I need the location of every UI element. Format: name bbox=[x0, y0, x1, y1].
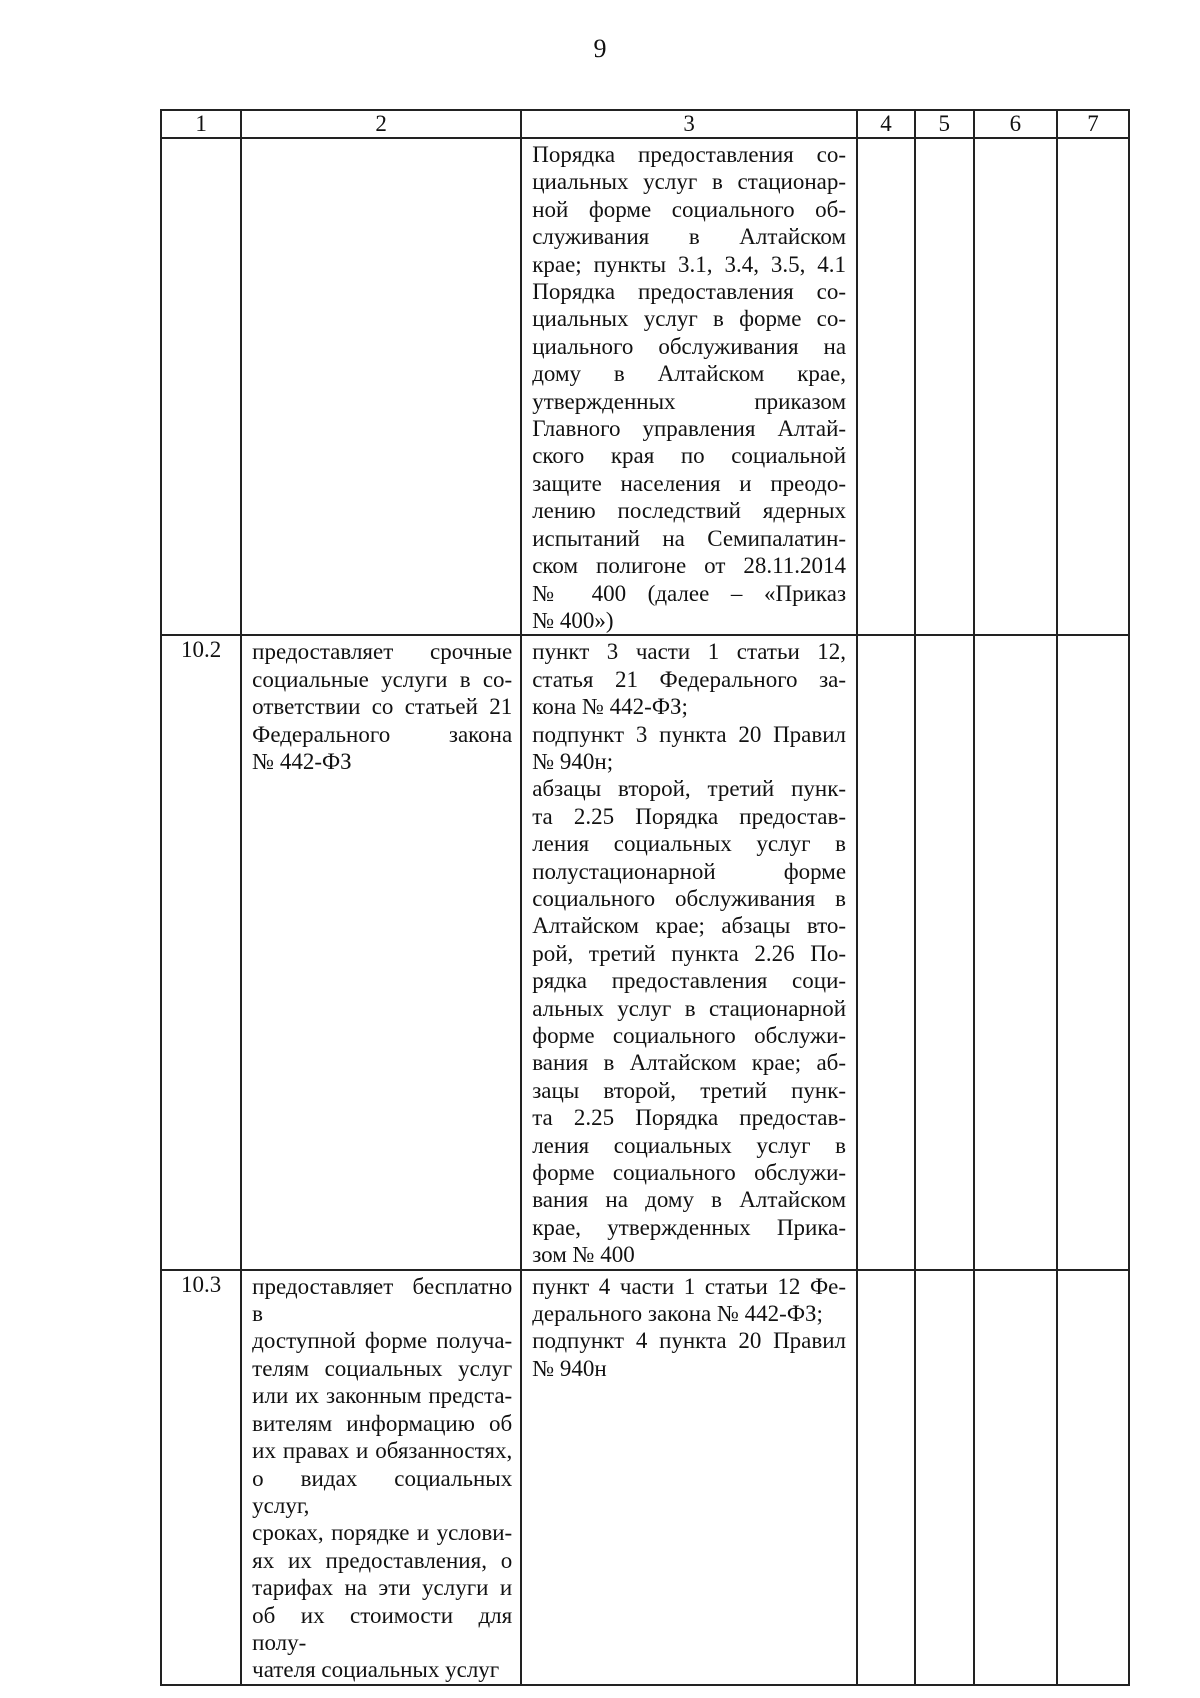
text-line: та 2.25 Порядка предостав- bbox=[532, 803, 847, 829]
column-header-7: 7 bbox=[1057, 110, 1129, 138]
empty-cell-col-6 bbox=[974, 138, 1057, 635]
text-line: испытаний на Семипалатин- bbox=[532, 525, 847, 551]
column-header-6: 6 bbox=[974, 110, 1057, 138]
text-line: дому в Алтайском крае, bbox=[532, 361, 847, 387]
empty-cell-col-7 bbox=[1057, 1270, 1129, 1685]
legal-basis-cell-text bbox=[522, 139, 856, 634]
text-line: вителям информацию об bbox=[252, 1410, 513, 1436]
text-line: абзацы второй, третий пунк- bbox=[532, 776, 847, 802]
empty-cell-col-6 bbox=[974, 1270, 1057, 1685]
text-line: ной форме социального об- bbox=[532, 196, 847, 222]
text-line: Федерального закона bbox=[252, 721, 513, 747]
text-line: защите населения и преодо- bbox=[532, 470, 847, 496]
empty-cell-col-4 bbox=[857, 635, 915, 1269]
text-line: предоставляет срочные bbox=[252, 639, 513, 665]
text-line: циальных услуг в форме со- bbox=[532, 306, 847, 332]
row-number bbox=[161, 138, 241, 635]
description-cell bbox=[241, 1270, 521, 1685]
text-line: альных услуг в стационарной bbox=[532, 995, 847, 1021]
text-line: ления социальных услуг в bbox=[532, 1132, 847, 1158]
text-line: или их законным предста- bbox=[252, 1383, 513, 1409]
text-line: рой, третий пункта 2.26 По- bbox=[532, 940, 847, 966]
text-line: их правах и обязанностях, bbox=[252, 1438, 513, 1464]
description-cell-text bbox=[242, 139, 520, 141]
table-row bbox=[161, 1270, 1129, 1685]
text-line: чателя социальных услуг bbox=[252, 1657, 500, 1683]
empty-cell-col-5 bbox=[915, 635, 974, 1269]
text-line: полустационарной форме bbox=[532, 858, 847, 884]
text-line: ления социальных услуг в bbox=[532, 831, 847, 857]
text-line: ответствии со статьей 21 bbox=[252, 694, 513, 720]
column-header-1: 1 bbox=[161, 110, 241, 138]
text-line: Алтайском крае; абзацы вто- bbox=[532, 913, 847, 939]
requirements-table bbox=[160, 109, 1130, 1686]
text-line: Главного управления Алтай- bbox=[532, 416, 847, 442]
table-header-row bbox=[161, 110, 1129, 138]
text-line: рядка предоставления соци- bbox=[532, 968, 847, 994]
text-line: циальных услуг в стационар- bbox=[532, 169, 847, 195]
column-header-2: 2 bbox=[241, 110, 521, 138]
legal-basis-cell bbox=[521, 635, 857, 1269]
text-line: тарифах на эти услуги и bbox=[252, 1575, 513, 1601]
description-cell bbox=[241, 635, 521, 1269]
text-line: об их стоимости для полу- bbox=[252, 1602, 513, 1655]
text-line: № 400 (далее – «Приказ bbox=[532, 580, 847, 606]
text-line: крае, утвержденных Прика- bbox=[532, 1214, 847, 1240]
text-line: доступной форме получа- bbox=[252, 1328, 513, 1354]
text-line: дерального закона № 442-ФЗ; bbox=[532, 1301, 823, 1327]
text-line: крае; пункты 3.1, 3.4, 3.5, 4.1 bbox=[532, 251, 847, 277]
text-line: статья 21 Федерального за- bbox=[532, 666, 847, 692]
text-line: о видах социальных услуг, bbox=[252, 1465, 513, 1518]
legal-basis-cell bbox=[521, 138, 857, 635]
legal-basis-cell bbox=[521, 1270, 857, 1685]
text-line: Порядка предоставления со- bbox=[532, 279, 847, 305]
text-line: № 400») bbox=[532, 607, 614, 633]
description-cell-text bbox=[242, 1271, 520, 1684]
text-line: № 442-ФЗ bbox=[252, 748, 352, 774]
table-row bbox=[161, 635, 1129, 1269]
text-line: пункт 3 части 1 статьи 12, bbox=[532, 639, 847, 665]
table-row bbox=[161, 138, 1129, 635]
legal-basis-cell-text bbox=[522, 636, 856, 1268]
text-line: вания в Алтайском крае; аб- bbox=[532, 1050, 847, 1076]
empty-cell-col-5 bbox=[915, 1270, 974, 1685]
text-line: ском полигоне от 28.11.2014 bbox=[532, 553, 847, 579]
text-line: зом № 400 bbox=[532, 1242, 635, 1268]
row-number: 10.3 bbox=[161, 1270, 241, 1685]
empty-cell-col-7 bbox=[1057, 635, 1129, 1269]
text-line: вания на дому в Алтайском bbox=[532, 1187, 847, 1213]
text-line: подпункт 3 пункта 20 Правил bbox=[532, 721, 847, 747]
text-line: телям социальных услуг bbox=[252, 1355, 513, 1381]
empty-cell-col-5 bbox=[915, 138, 974, 635]
text-line: циального обслуживания на bbox=[532, 333, 847, 359]
description-cell-text bbox=[242, 636, 520, 775]
text-line: предоставляет бесплатно в bbox=[252, 1273, 513, 1327]
empty-cell-col-4 bbox=[857, 138, 915, 635]
text-line: та 2.25 Порядка предостав- bbox=[532, 1105, 847, 1131]
text-line: № 940н; bbox=[532, 748, 614, 774]
empty-cell-col-6 bbox=[974, 635, 1057, 1269]
text-line: сроках, порядке и услови- bbox=[252, 1520, 513, 1546]
text-line: утвержденных приказом bbox=[532, 388, 847, 414]
text-line: ях их предоставления, о bbox=[252, 1547, 513, 1573]
text-line: форме социального обслужи- bbox=[532, 1160, 847, 1186]
text-line: лению последствий ядерных bbox=[532, 498, 847, 524]
empty-cell-col-7 bbox=[1057, 138, 1129, 635]
column-header-5: 5 bbox=[915, 110, 974, 138]
text-line: служивания в Алтайском bbox=[532, 224, 847, 250]
page-number: 9 bbox=[593, 34, 607, 63]
text-line: ского края по социальной bbox=[532, 443, 847, 469]
description-cell bbox=[241, 138, 521, 635]
text-line: кона № 442-ФЗ; bbox=[532, 694, 688, 720]
text-line: Порядка предоставления со- bbox=[532, 142, 847, 167]
text-line: форме социального обслужи- bbox=[532, 1023, 847, 1048]
text-line: социального обслуживания в bbox=[532, 885, 847, 911]
empty-cell-col-4 bbox=[857, 1270, 915, 1685]
table-body bbox=[161, 138, 1129, 1685]
column-header-3: 3 bbox=[521, 110, 857, 138]
text-line: пункт 4 части 1 статьи 12 Фе- bbox=[532, 1273, 847, 1299]
text-line: зацы второй, третий пунк- bbox=[532, 1077, 847, 1103]
row-number: 10.2 bbox=[161, 635, 241, 1269]
legal-basis-cell-text bbox=[522, 1271, 856, 1383]
text-line: № 940н bbox=[532, 1355, 607, 1381]
text-line: социальные услуги в со- bbox=[252, 666, 513, 692]
column-header-4: 4 bbox=[857, 110, 915, 138]
text-line: подпункт 4 пункта 20 Правил bbox=[532, 1328, 847, 1354]
